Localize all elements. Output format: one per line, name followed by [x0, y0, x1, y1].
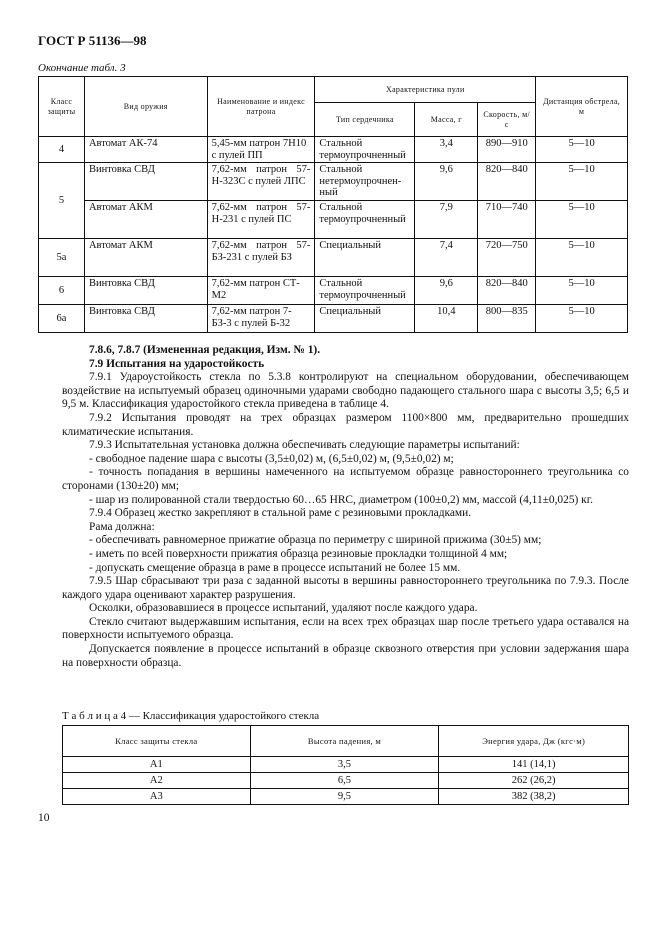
cell-drop-height: 6,5 [250, 773, 439, 789]
body-text [62, 344, 629, 670]
paragraph: 7.9.3 Испытательная установка должна обеспечивать следующие параметры испытаний: [89, 439, 520, 452]
cell-cartridge: 7,62-мм патрон 57-Н-231 с пулей ПС [207, 201, 315, 239]
cell-core: Стальной термоупрочненный [315, 201, 415, 239]
cell-weapon: Винтовка СВД [84, 277, 207, 305]
cell-cartridge: 7,62-мм патрон СТ-М2 [207, 277, 315, 305]
cell-speed: 710—740 [478, 201, 536, 239]
cell-glass-class: А3 [63, 789, 251, 805]
list-item: - свободное падение шара с высоты (3,5±0,02) м, (6,5±0,02) м, (9,5±0,02) м; [89, 452, 454, 465]
page-number: 10 [38, 812, 50, 824]
section-heading: 7.9 Испытания на ударостойкость [89, 357, 265, 370]
paragraph: 7.9.4 Образец жестко закрепляют в стальной раме с резиновыми прокладками. [89, 507, 472, 520]
cell-weapon: Винтовка СВД [84, 305, 207, 333]
list-item: - допускать смещение образца в раме в процессе испытаний не более 15 мм. [89, 561, 461, 574]
cell-distance: 5—10 [536, 305, 628, 333]
list-item: - точность попадания в вершины намеченного на испытуемом образце равностороннего треугольника со сторонами (130±20) мм; [62, 466, 629, 492]
cell-mass: 9,6 [415, 277, 478, 305]
cell-cartridge: 7,62-мм патрон 57-Н-323С с пулей ЛПС [207, 163, 315, 201]
cell-class: 4 [39, 137, 85, 163]
table-4-caption: Т а б л и ц а 4 — Классификация ударостойкого стекла [62, 710, 320, 722]
paragraph: Осколки, образовавшиеся в процессе испытаний, удаляют после каждого удара. [89, 602, 478, 615]
table-row [39, 163, 628, 201]
table-row [39, 277, 628, 305]
header-class: Класс защиты [39, 77, 85, 137]
cell-class: 5 [39, 163, 85, 239]
cell-distance: 5—10 [536, 201, 628, 239]
cell-distance: 5—10 [536, 163, 628, 201]
cell-mass: 10,4 [415, 305, 478, 333]
table-row [39, 239, 628, 277]
cell-glass-class: А1 [63, 757, 251, 773]
cell-distance: 5—10 [536, 137, 628, 163]
cell-class: 6 [39, 277, 85, 305]
header-distance: Дистанция обстрела, м [536, 77, 628, 137]
cell-impact-energy: 262 (26,2) [439, 773, 629, 789]
cell-drop-height: 3,5 [250, 757, 439, 773]
cell-weapon: Автомат АК-74 [84, 137, 207, 163]
cell-weapon: Винтовка СВД [84, 163, 207, 201]
cell-mass: 9,6 [415, 163, 478, 201]
header-impact-energy: Энергия удара, Дж (кгс·м) [439, 726, 629, 757]
cell-cartridge: 5,45-мм патрон 7Н10 с пулей ПП [207, 137, 315, 163]
table-3 [38, 76, 628, 333]
document-header: ГОСТ Р 51136—98 [38, 33, 147, 48]
cell-impact-energy: 141 (14,1) [439, 757, 629, 773]
cell-mass: 3,4 [415, 137, 478, 163]
header-glass-class: Класс защиты стекла [63, 726, 251, 757]
paragraph: 7.9.2 Испытания проводят на трех образцах размером 1100×800 мм, предварительно прошедших климатические испытания. [62, 411, 629, 438]
table-row [63, 773, 629, 789]
cell-cartridge: 7,62-мм патрон 7-БЗ-3 с пулей Б-32 [207, 305, 315, 333]
header-mass: Масса, г [415, 103, 478, 137]
header-cartridge: Наименование и индекс патрона [207, 77, 315, 137]
cell-impact-energy: 382 (38,2) [439, 789, 629, 805]
cell-cartridge: 7,62-мм патрон 57-БЗ-231 с пулей БЗ [207, 239, 315, 277]
header-drop-height: Высота падения, м [250, 726, 439, 757]
list-item: - шар из полированной стали твердостью 60…65 HRC, диаметром (100±0,2) мм, массой (4,11±0,025) кг. [89, 493, 593, 506]
cell-speed: 800—835 [478, 305, 536, 333]
cell-mass: 7,4 [415, 239, 478, 277]
list-item: - иметь по всей поверхности прижатия образца резиновые прокладки толщиной 4 мм; [89, 547, 508, 560]
cell-distance: 5—10 [536, 239, 628, 277]
cell-weapon: Автомат АКМ [84, 239, 207, 277]
paragraph: Допускается появление в процессе испытаний в образце сквозного отверстия при условии задержания шара на поверхности образца. [62, 643, 629, 669]
paragraph-amendment: 7.8.6, 7.8.7 (Измененная редакция, Изм. № 1). [89, 344, 321, 356]
cell-mass: 7,9 [415, 201, 478, 239]
cell-class: 6а [39, 305, 85, 333]
cell-core: Стальной нетермоупрочнен-ный [315, 163, 415, 201]
cell-speed: 720—750 [478, 239, 536, 277]
cell-core: Стальной термоупрочненный [315, 137, 415, 163]
table-row [39, 305, 628, 333]
paragraph: 7.9.5 Шар сбрасывают три раза с заданной высоты в вершины равностороннего треугольника по 7.9.3. После каждого удара оценивают характер разрушения. [62, 575, 629, 601]
header-weapon: Вид оружия [84, 77, 207, 137]
table-4 [62, 725, 629, 805]
cell-core: Стальной термоупрочненный [315, 277, 415, 305]
cell-class: 5а [39, 239, 85, 277]
table-row [63, 789, 629, 805]
paragraph: Стекло считают выдержавшим испытания, если на всех трех образцах шар после третьего удара оставался на поверхности испытуемого образца. [62, 615, 629, 642]
table-continuation-label: Окончание табл. 3 [38, 62, 126, 74]
cell-speed: 890—910 [478, 137, 536, 163]
cell-distance: 5—10 [536, 277, 628, 305]
list-item: - обеспечивать равномерное прижатие образца по периметру с шириной прижима (30±5) мм; [89, 534, 542, 547]
header-core: Тип сердечника [315, 103, 415, 137]
paragraph: 7.9.1 Удароустойкость стекла по 5.3.8 контролируют на специальном оборудовании, обеспечивающем воздействие на испытуемый образец одиночными ударами свободно падающего стального шара с высоты 3,5; 6,5 и 9,5 м. Классификация ударостойкого стекла приведена в таблице 4. [62, 371, 629, 411]
cell-glass-class: А2 [63, 773, 251, 789]
cell-speed: 820—840 [478, 163, 536, 201]
cell-weapon: Автомат АКМ [84, 201, 207, 239]
header-bullet-group: Характеристика пули [315, 77, 536, 103]
cell-core: Специальный [315, 239, 415, 277]
table-row [39, 137, 628, 163]
table-row [63, 757, 629, 773]
table-row [39, 201, 628, 239]
cell-core: Специальный [315, 305, 415, 333]
header-speed: Скорость, м/с [478, 103, 536, 137]
cell-speed: 820—840 [478, 277, 536, 305]
paragraph: Рама должна: [89, 520, 155, 533]
cell-drop-height: 9,5 [250, 789, 439, 805]
